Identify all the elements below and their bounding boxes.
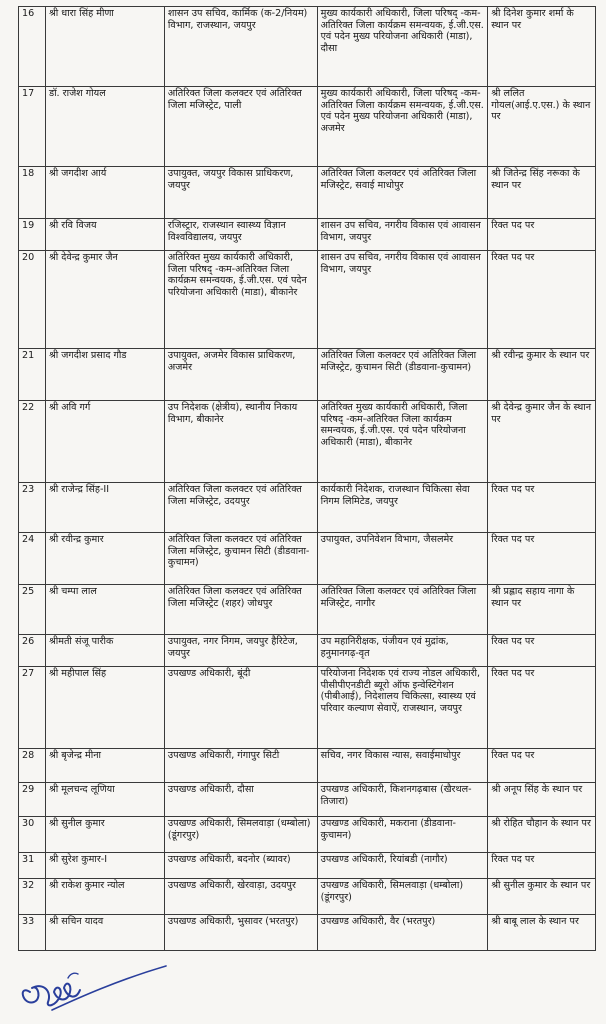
current-post-cell: उपायुक्त, जयपुर विकास प्राधिकरण, जयपुर xyxy=(164,167,317,219)
table-row xyxy=(19,915,596,951)
officer-name-cell: श्री महीपाल सिंह xyxy=(45,667,164,749)
remark-cell: श्री रोहित चौहान के स्थान पर xyxy=(488,817,596,853)
remark-cell: रिक्त पद पर xyxy=(488,483,596,533)
serial-number-cell: 23 xyxy=(19,483,46,533)
officer-name-cell: श्री राजेन्द्र सिंह-II xyxy=(45,483,164,533)
serial-number-cell: 28 xyxy=(19,749,46,783)
new-post-cell: शासन उप सचिव, नगरीय विकास एवं आवासन विभाग, जयपुर xyxy=(317,251,488,349)
new-post-cell: उपखण्ड अधिकारी, वैर (भरतपुर) xyxy=(317,915,488,951)
officer-name-cell: श्री जगदीश प्रसाद गौड xyxy=(45,349,164,401)
remark-cell: रिक्त पद पर xyxy=(488,853,596,879)
new-post-cell: मुख्य कार्यकारी अधिकारी, जिला परिषद् -कम- अतिरिक्त जिला कार्यक्रम समन्वयक, ई.जी.एस. एवं पदेन मुख्य परियोजना अधिकारी (माडा), अजमेर xyxy=(317,87,488,167)
current-post-cell: उपखण्ड अधिकारी, बूंदी xyxy=(164,667,317,749)
remark-cell: रिक्त पद पर xyxy=(488,635,596,667)
officer-name-cell: श्री सुनील कुमार xyxy=(45,817,164,853)
remark-cell: श्री दिनेश कुमार शर्मा के स्थान पर xyxy=(488,7,596,87)
current-post-cell: उपखण्ड अधिकारी, सिमलवाड़ा (धम्बोला) (डूंगरपुर) xyxy=(164,817,317,853)
serial-number-cell: 19 xyxy=(19,219,46,251)
table-row xyxy=(19,7,596,87)
serial-number-cell: 25 xyxy=(19,585,46,635)
officer-name-cell: श्री चम्पा लाल xyxy=(45,585,164,635)
current-post-cell: उपखण्ड अधिकारी, दौसा xyxy=(164,783,317,817)
current-post-cell: उपखण्ड अधिकारी, गंगापुर सिटी xyxy=(164,749,317,783)
new-post-cell: उपखण्ड अधिकारी, सिमलवाड़ा (धम्बोला) (डूंगरपुर) xyxy=(317,879,488,915)
officer-name-cell: श्री देवेन्द्र कुमार जैन xyxy=(45,251,164,349)
current-post-cell: अतिरिक्त जिला कलक्टर एवं अतिरिक्त जिला मजिस्ट्रेट, उदयपुर xyxy=(164,483,317,533)
table-row xyxy=(19,349,596,401)
current-post-cell: उपायुक्त, नगर निगम, जयपुर हैरिटेज, जयपुर xyxy=(164,635,317,667)
current-post-cell: उपायुक्त, अजमेर विकास प्राधिकरण, अजमेर xyxy=(164,349,317,401)
new-post-cell: उप महानिरीक्षक, पंजीयन एवं मुद्रांक, हनुमानगढ़-वृत xyxy=(317,635,488,667)
new-post-cell: उपायुक्त, उपनिवेशन विभाग, जैसलमेर xyxy=(317,533,488,585)
remark-cell: रिक्त पद पर xyxy=(488,667,596,749)
table-row xyxy=(19,585,596,635)
new-post-cell: उपखण्ड अधिकारी, मकराना (डीडवाना-कुचामन) xyxy=(317,817,488,853)
new-post-cell: अतिरिक्त मुख्य कार्यकारी अधिकारी, जिला परिषद् -कम-अतिरिक्त जिला कार्यक्रम समन्वयक, ई.जी.एस. एवं पदेन परियोजना अधिकारी (माडा), बीकानेर xyxy=(317,401,488,483)
new-post-cell: कार्यकारी निदेशक, राजस्थान चिकित्सा सेवा निगम लिमिटेड, जयपुर xyxy=(317,483,488,533)
serial-number-cell: 29 xyxy=(19,783,46,817)
officer-name-cell: डॉ. राजेश गोयल xyxy=(45,87,164,167)
serial-number-cell: 31 xyxy=(19,853,46,879)
serial-number-cell: 20 xyxy=(19,251,46,349)
new-post-cell: सचिव, नगर विकास न्यास, सवाईमाधोपुर xyxy=(317,749,488,783)
serial-number-cell: 26 xyxy=(19,635,46,667)
remark-cell: रिक्त पद पर xyxy=(488,749,596,783)
serial-number-cell: 21 xyxy=(19,349,46,401)
remark-cell: श्री अनूप सिंह के स्थान पर xyxy=(488,783,596,817)
current-post-cell: शासन उप सचिव, कार्मिक (क-2/नियम) विभाग, राजस्थान, जयपुर xyxy=(164,7,317,87)
current-post-cell: उपखण्ड अधिकारी, भुसावर (भरतपुर) xyxy=(164,915,317,951)
table-row xyxy=(19,879,596,915)
officer-name-cell: श्री राकेश कुमार न्योल xyxy=(45,879,164,915)
serial-number-cell: 30 xyxy=(19,817,46,853)
new-post-cell: परियोजना निदेशक एवं राज्य नोडल अधिकारी, पीसीपीएनडीटी ब्यूरो ऑफ इन्वेस्टिगेशन (पीबीआई), निदेशालय चिकित्सा, स्वास्थ्य एवं परिवार कल्याण सेवाऐं, राजस्थान, जयपुर xyxy=(317,667,488,749)
new-post-cell: उपखण्ड अधिकारी, किशनगढ़बास (खैरथल-तिजारा) xyxy=(317,783,488,817)
officer-name-cell: श्री सचिन यादव xyxy=(45,915,164,951)
table-row xyxy=(19,483,596,533)
current-post-cell: उप निदेशक (क्षेत्रीय), स्थानीय निकाय विभाग, बीकानेर xyxy=(164,401,317,483)
table-row xyxy=(19,251,596,349)
serial-number-cell: 27 xyxy=(19,667,46,749)
officer-name-cell: श्री मूलचन्द लूणिया xyxy=(45,783,164,817)
remark-cell: श्री ललित गोयल(आई.ए.एस.) के स्थान पर xyxy=(488,87,596,167)
table-row xyxy=(19,401,596,483)
officer-name-cell: श्री सुरेश कुमार-I xyxy=(45,853,164,879)
serial-number-cell: 32 xyxy=(19,879,46,915)
officer-name-cell: श्री बृजेन्द्र मीना xyxy=(45,749,164,783)
officer-name-cell: श्रीमती संजू पारीक xyxy=(45,635,164,667)
current-post-cell: उपखण्ड अधिकारी, खेरवाड़ा, उदयपुर xyxy=(164,879,317,915)
new-post-cell: अतिरिक्त जिला कलक्टर एवं अतिरिक्त जिला मजिस्ट्रेट, कुचामन सिटी (डीडवाना-कुचामन) xyxy=(317,349,488,401)
new-post-cell: शासन उप सचिव, नगरीय विकास एवं आवासन विभाग, जयपुर xyxy=(317,219,488,251)
serial-number-cell: 24 xyxy=(19,533,46,585)
current-post-cell: रजिस्ट्रार, राजस्थान स्वास्थ्य विज्ञान विश्वविद्यालय, जयपुर xyxy=(164,219,317,251)
current-post-cell: अतिरिक्त जिला कलक्टर एवं अतिरिक्त जिला मजिस्ट्रेट, कुचामन सिटी (डीडवाना-कुचामन) xyxy=(164,533,317,585)
serial-number-cell: 16 xyxy=(19,7,46,87)
table-row xyxy=(19,219,596,251)
new-post-cell: अतिरिक्त जिला कलक्टर एवं अतिरिक्त जिला मजिस्ट्रेट, नागौर xyxy=(317,585,488,635)
remark-cell: श्री रवीन्द्र कुमार के स्थान पर xyxy=(488,349,596,401)
current-post-cell: अतिरिक्त मुख्य कार्यकारी अधिकारी, जिला परिषद् -कम-अतिरिक्त जिला कार्यक्रम समन्वयक, ई.जी.एस. एवं पदेन परियोजना अधिकारी (माडा), बीकानेर xyxy=(164,251,317,349)
current-post-cell: अतिरिक्त जिला कलक्टर एवं अतिरिक्त जिला मजिस्ट्रेट, पाली xyxy=(164,87,317,167)
transfer-order-table xyxy=(18,6,596,951)
table-row xyxy=(19,635,596,667)
officer-name-cell: श्री धारा सिंह मीणा xyxy=(45,7,164,87)
table-row xyxy=(19,167,596,219)
table-row xyxy=(19,853,596,879)
table-row xyxy=(19,749,596,783)
serial-number-cell: 33 xyxy=(19,915,46,951)
officer-name-cell: श्री रवि विजय xyxy=(45,219,164,251)
new-post-cell: उपखण्ड अधिकारी, रियांबडी (नागौर) xyxy=(317,853,488,879)
remark-cell: श्री जितेन्द्र सिंह नरूका के स्थान पर xyxy=(488,167,596,219)
current-post-cell: उपखण्ड अधिकारी, बदनोर (ब्यावर) xyxy=(164,853,317,879)
serial-number-cell: 18 xyxy=(19,167,46,219)
table-row xyxy=(19,667,596,749)
current-post-cell: अतिरिक्त जिला कलक्टर एवं अतिरिक्त जिला मजिस्ट्रेट (शहर) जोधपुर xyxy=(164,585,317,635)
officer-name-cell: श्री अवि गर्ग xyxy=(45,401,164,483)
officer-name-cell: श्री जगदीश आर्य xyxy=(45,167,164,219)
remark-cell: श्री देवेन्द्र कुमार जैन के स्थान पर xyxy=(488,401,596,483)
remark-cell: रिक्त पद पर xyxy=(488,251,596,349)
remark-cell: श्री सुनील कुमार के स्थान पर xyxy=(488,879,596,915)
table-row xyxy=(19,783,596,817)
table-row xyxy=(19,817,596,853)
table-row xyxy=(19,87,596,167)
table-row xyxy=(19,533,596,585)
remark-cell: श्री बाबू लाल के स्थान पर xyxy=(488,915,596,951)
new-post-cell: मुख्य कार्यकारी अधिकारी, जिला परिषद् -कम- अतिरिक्त जिला कार्यक्रम समन्वयक, ई.जी.एस. एवं पदेन मुख्य परियोजना अधिकारी (माडा), दौसा xyxy=(317,7,488,87)
officer-name-cell: श्री रवीन्द्र कुमार xyxy=(45,533,164,585)
handwritten-signature xyxy=(8,962,178,1018)
new-post-cell: अतिरिक्त जिला कलक्टर एवं अतिरिक्त जिला मजिस्ट्रेट, सवाई माधोपुर xyxy=(317,167,488,219)
serial-number-cell: 22 xyxy=(19,401,46,483)
remark-cell: रिक्त पद पर xyxy=(488,219,596,251)
serial-number-cell: 17 xyxy=(19,87,46,167)
remark-cell: रिक्त पद पर xyxy=(488,533,596,585)
remark-cell: श्री प्रह्लाद सहाय नागा के स्थान पर xyxy=(488,585,596,635)
table-body xyxy=(19,7,596,951)
